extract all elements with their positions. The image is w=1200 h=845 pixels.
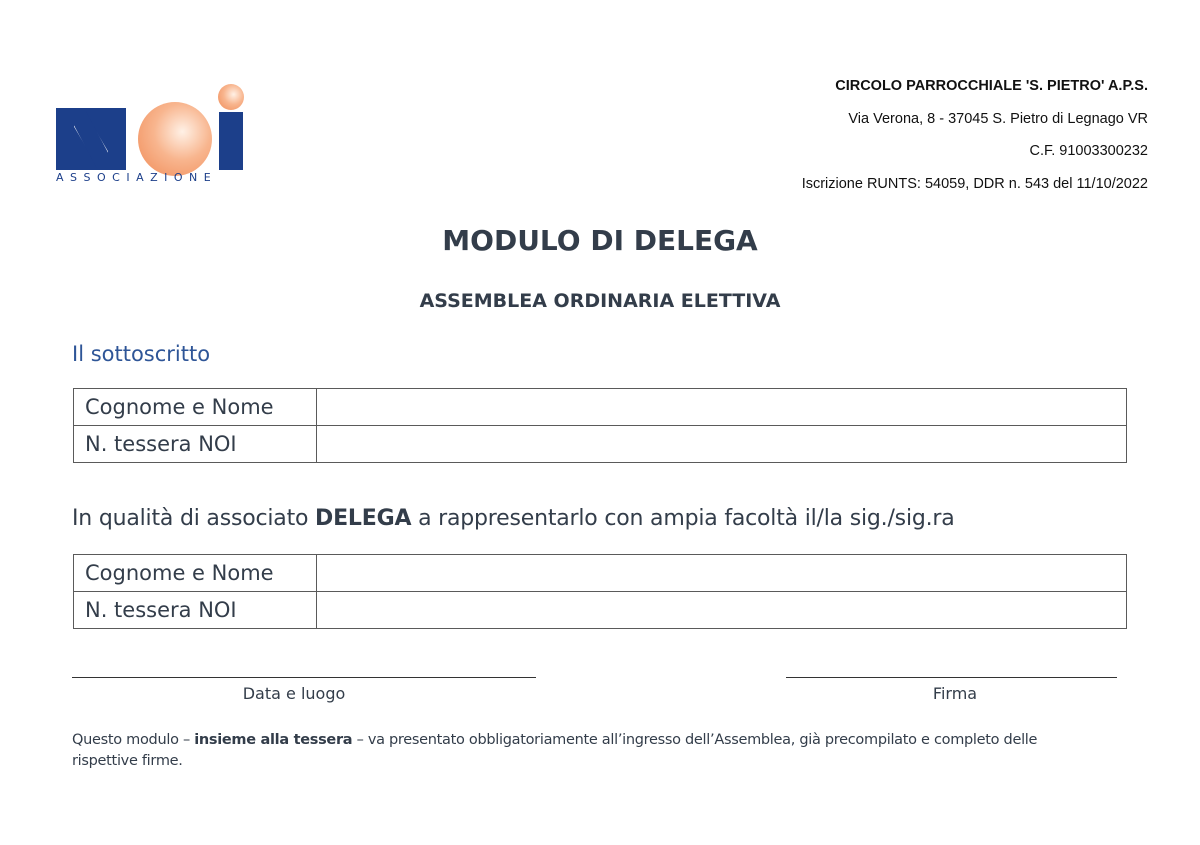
delegator-card-cell [317,426,1127,463]
signature-label: Firma [932,684,978,703]
date-place-signature-line[interactable] [72,677,536,678]
delegate-name-field[interactable] [317,555,1130,591]
table-row [74,592,1127,629]
delegator-card-label: N. tessera NOI [74,426,317,463]
delegate-card-cell [317,592,1127,629]
noi-associazione-logo [56,82,246,186]
delegator-section-label: Il sottoscritto [72,342,211,366]
delegator-name-field[interactable] [317,389,1130,425]
logo-letter-n [56,108,126,170]
delegator-table [73,388,1127,463]
delegation-statement [72,506,955,531]
logo-i-dot-icon [218,84,244,110]
table-row [74,555,1127,592]
delegator-name-cell [317,389,1127,426]
organization-header [802,70,1148,200]
table-row [74,426,1127,463]
note-suffix: – va presentato obbligatoriamente all’ingresso dell’Assemblea, già precompilato e completo delle rispettive firme. [72,732,1038,769]
logo-caption: ASSOCIAZIONE [56,171,218,184]
delegator-name-label: Cognome e Nome [74,389,317,426]
organization-address: Via Verona, 8 - 37045 S. Pietro di Legnago VR [848,110,1148,127]
organization-registration: Iscrizione RUNTS: 54059, DDR n. 543 del 11/10/2022 [801,175,1148,192]
organization-name: CIRCOLO PARROCCHIALE 'S. PIETRO' A.P.S. [835,78,1148,94]
delegate-card-label: N. tessera NOI [74,592,317,629]
delegation-statement-emphasis: DELEGA [315,506,412,531]
delegation-statement-suffix: a rappresentarlo con ampia facoltà il/la sig./sig.ra [411,506,955,531]
delegate-name-label: Cognome e Nome [74,555,317,592]
document-title: MODULO DI DELEGA [442,224,758,257]
delegator-card-number-field[interactable] [317,426,1130,462]
instructions-note [72,730,1092,772]
date-place-label: Data e luogo [242,684,346,703]
delegate-card-number-field[interactable] [317,592,1130,628]
note-emphasis: insieme alla tessera [194,732,353,748]
delegate-name-cell [317,555,1127,592]
note-prefix: Questo modulo – [72,732,195,748]
delegation-statement-prefix: In qualità di associato [72,506,316,531]
signature-line[interactable] [786,677,1117,678]
logo-orange-sphere-icon [138,102,212,176]
document-subtitle: ASSEMBLEA ORDINARIA ELETTIVA [419,290,781,312]
logo-letter-i [219,112,243,170]
delegate-table [73,554,1127,629]
table-row [74,389,1127,426]
organization-tax-code: C.F. 91003300232 [1029,143,1148,159]
